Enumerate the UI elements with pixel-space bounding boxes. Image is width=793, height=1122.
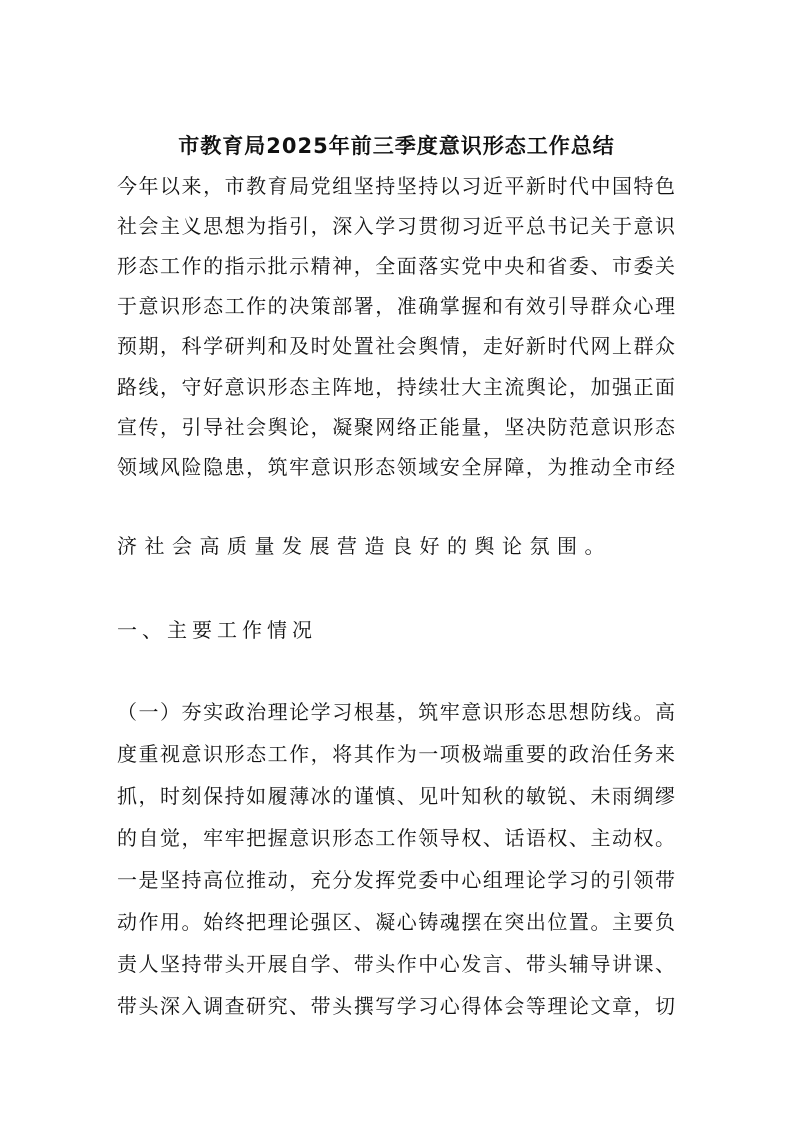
paragraph-line: 于意识形态工作的决策部署，准确掌握和有效引导群众心理 [117, 294, 675, 318]
paragraph-line: 度重视意识形态工作，将其作为一项极端重要的政治任务来 [117, 742, 675, 766]
paragraph-line: 社会主义思想为指引，深入学习贯彻习近平总书记关于意识 [117, 214, 675, 238]
paragraph-line: 今年以来，市教育局党组坚持坚持以习近平新时代中国特色 [117, 174, 675, 198]
paragraph-line: 抓，时刻保持如履薄冰的谨慎、见叶知秋的敏锐、未雨绸缪 [117, 784, 675, 808]
section-heading: 一、主要工作情况 [117, 618, 317, 642]
paragraph-line: 责人坚持带头开展自学、带头作中心发言、带头辅导讲课、 [117, 952, 675, 976]
paragraph-line: 济社会高质量发展营造良好的舆论氛围。 [117, 534, 612, 558]
paragraph-line: 形态工作的指示批示精神，全面落实党中央和省委、市委关 [117, 254, 675, 278]
paragraph-line: 预期，科学研判和及时处置社会舆情，走好新时代网上群众 [117, 334, 675, 358]
paragraph-line: 路线，守好意识形态主阵地，持续壮大主流舆论，加强正面 [117, 375, 675, 399]
paragraph-line: 领域风险隐患，筑牢意识形态领域安全屏障，为推动全市经 [117, 455, 675, 479]
paragraph-line: 动作用。始终把理论强区、凝心铸魂摆在突出位置。主要负 [117, 910, 675, 934]
paragraph-line: 宣传，引导社会舆论，凝聚网络正能量，坚决防范意识形态 [117, 415, 675, 439]
paragraph-line: 的自觉，牢牢把握意识形态工作领导权、话语权、主动权。 [117, 826, 675, 850]
document-title: 市教育局2025年前三季度意识形态工作总结 [178, 134, 615, 158]
paragraph-line: （一）夯实政治理论学习根基，筑牢意识形态思想防线。高 [117, 700, 675, 724]
paragraph-line: 一是坚持高位推动，充分发挥党委中心组理论学习的引领带 [117, 868, 675, 892]
paragraph-line: 带头深入调查研究、带头撰写学习心得体会等理论文章，切 [117, 994, 675, 1018]
